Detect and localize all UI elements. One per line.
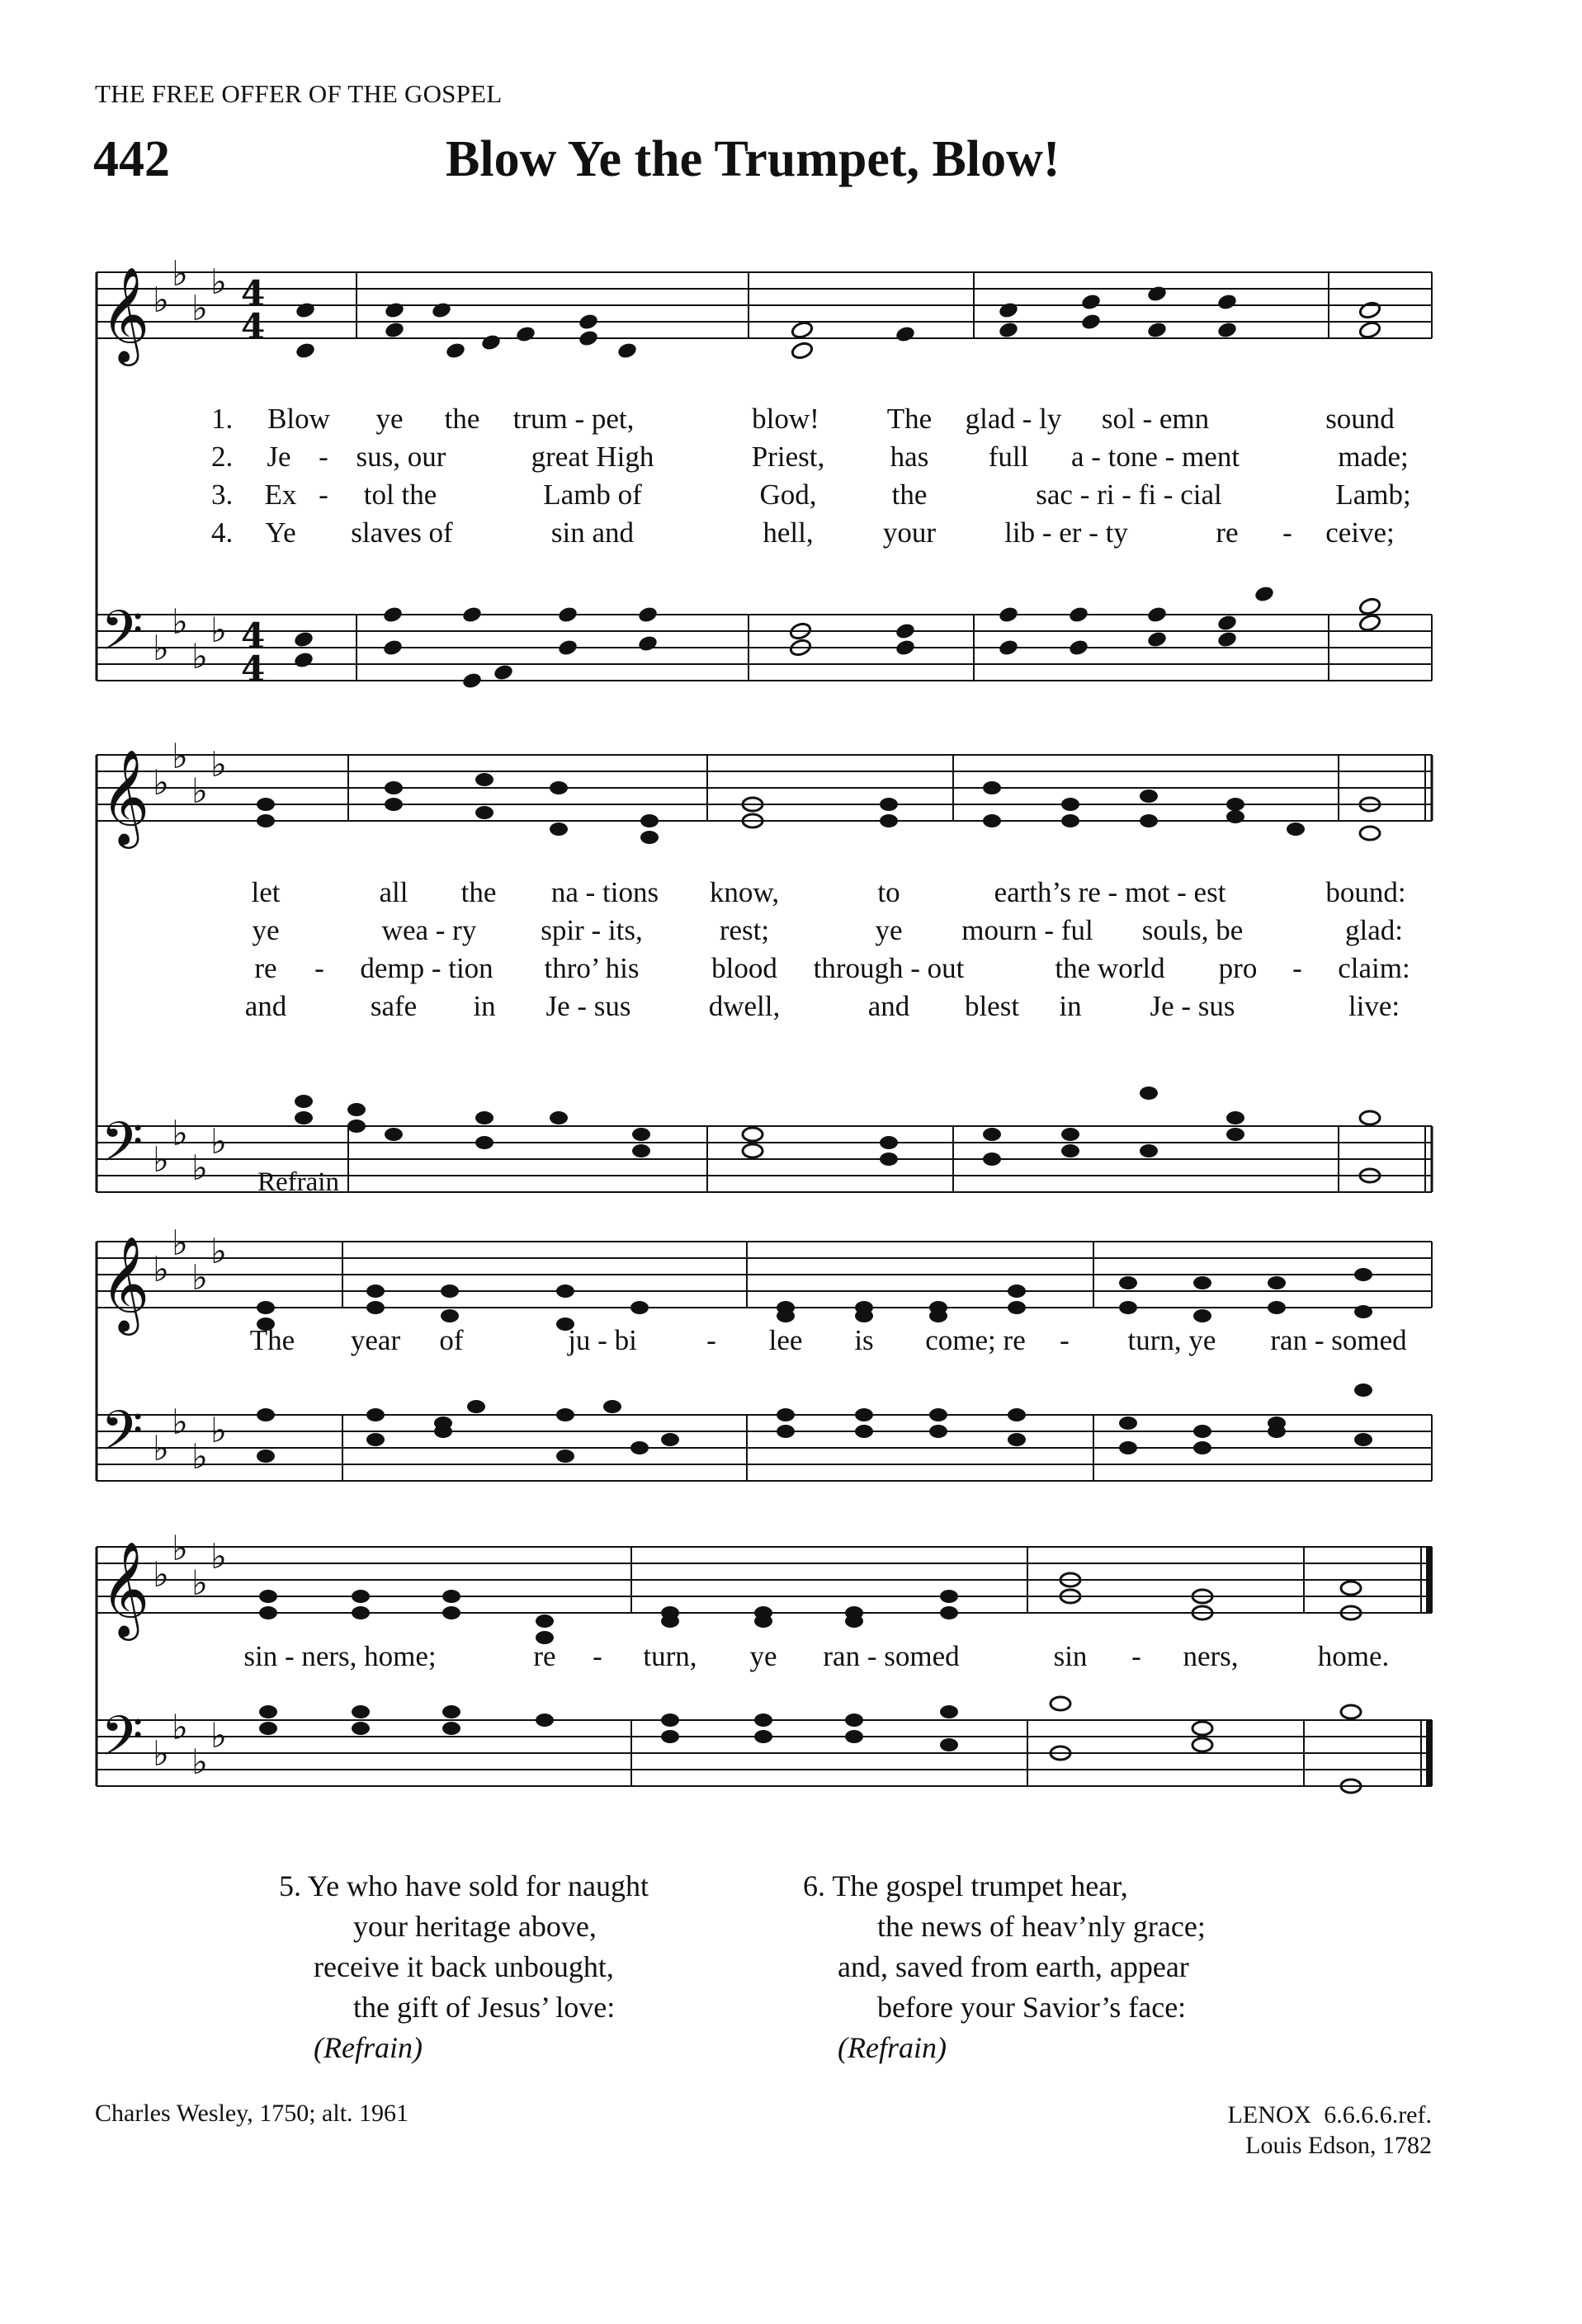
verse-text: Ye who have sold for naught: [307, 1869, 649, 1902]
verse-5-block: [279, 1866, 649, 2068]
lyric: blest: [964, 990, 1020, 1022]
lyric: -: [1131, 1640, 1141, 1672]
verse-number: 4.: [211, 516, 234, 549]
svg-text:♭: ♭: [153, 1249, 169, 1289]
lyric: live:: [1348, 990, 1400, 1022]
lyric: souls, be: [1141, 914, 1244, 946]
lyric: the: [460, 876, 497, 908]
lyric: Priest,: [751, 441, 825, 473]
lyric: sac - ri - fi - cial: [1036, 478, 1222, 511]
lyric: Ex: [264, 478, 297, 511]
lyric: blood: [711, 952, 777, 984]
lyric: Ye: [265, 516, 296, 549]
lyric: through - out: [813, 952, 965, 984]
bass-clef-icon: 𝄢: [101, 1704, 144, 1781]
lyric: ju - bi: [568, 1324, 637, 1356]
lyric: -: [319, 478, 328, 511]
lyric: na - tions: [550, 876, 659, 908]
svg-text:♭: ♭: [191, 771, 208, 811]
svg-text:♭: ♭: [172, 1113, 188, 1153]
bass-clef-icon: 𝄢: [101, 1110, 144, 1187]
treble-clef-icon: 𝄞: [101, 748, 150, 845]
svg-text:4: 4: [241, 648, 266, 689]
svg-text:♭: ♭: [191, 1436, 208, 1477]
lyric: safe: [370, 990, 418, 1022]
verse-6-refrain: (Refrain): [838, 2031, 947, 2064]
svg-text:♭: ♭: [210, 744, 227, 785]
lyric: turn,: [643, 1640, 697, 1672]
lyric: -: [1282, 516, 1292, 549]
lyric: ners,: [1183, 1640, 1239, 1672]
verse-number: 6.: [803, 1869, 825, 1902]
lyric: the world: [1055, 952, 1165, 984]
hymn-number: 442: [93, 131, 170, 187]
lyric: claim:: [1338, 952, 1410, 984]
lyric: home.: [1317, 1640, 1390, 1672]
verse-number: 2.: [211, 441, 234, 473]
lyric: Lamb;: [1335, 478, 1411, 511]
lyric: -: [593, 1640, 602, 1672]
lyric: Je: [267, 441, 291, 473]
lyric: Je - sus: [1150, 990, 1235, 1022]
svg-text:♭: ♭: [153, 628, 169, 668]
svg-text:♭: ♭: [153, 1733, 169, 1774]
lyric: of: [439, 1324, 464, 1356]
treble-clef-icon: 𝄞: [101, 266, 150, 362]
lyric: great High: [531, 441, 654, 473]
lyric: re: [1216, 516, 1239, 549]
lyric: lib - er - ty: [1004, 516, 1128, 549]
svg-text:4: 4: [241, 615, 266, 656]
lyric: ran - somed: [1270, 1324, 1407, 1356]
lyric: blow!: [752, 403, 819, 435]
lyric: a - tone - ment: [1070, 441, 1240, 473]
lyric: sin and: [550, 516, 635, 549]
bass-clef-icon: 𝄢: [101, 1399, 144, 1476]
lyric: has: [890, 441, 929, 473]
lyric: thro’ his: [544, 952, 640, 984]
treble-clef-icon: 𝄞: [101, 1540, 150, 1637]
lyric: dwell,: [708, 990, 781, 1022]
lyric: ye: [749, 1640, 777, 1672]
lyric: The: [886, 403, 933, 435]
verse-6-block: [803, 1866, 1206, 2068]
final-barline-icon: [1426, 1547, 1433, 1786]
svg-text:♭: ♭: [191, 1742, 208, 1782]
lyric: all: [379, 876, 408, 908]
lyric: let: [251, 876, 281, 908]
svg-text:♭: ♭: [172, 1528, 188, 1568]
svg-text:♭: ♭: [172, 1707, 188, 1747]
lyric: the: [444, 403, 480, 435]
lyric: sus, our: [356, 441, 446, 473]
lyric: ye: [875, 914, 903, 946]
verse-text: The gospel trumpet hear,: [832, 1869, 1128, 1902]
lyric: sound: [1325, 403, 1395, 435]
svg-text:♭: ♭: [172, 253, 188, 294]
lyric: -: [1060, 1324, 1070, 1356]
verse-5-line-1: [279, 1866, 649, 1907]
lyric: made;: [1338, 441, 1409, 473]
lyric: -: [1292, 952, 1302, 984]
svg-text:♭: ♭: [210, 1121, 227, 1162]
lyric: and: [244, 990, 287, 1022]
svg-text:4: 4: [241, 306, 266, 346]
verse-number: 3.: [211, 478, 234, 511]
bass-clef-icon: 𝄢: [101, 599, 144, 676]
lyric: ceive;: [1325, 516, 1395, 549]
lyric: slaves of: [351, 516, 453, 549]
svg-text:♭: ♭: [172, 601, 188, 642]
lyric: sin - ners, home;: [243, 1640, 437, 1672]
lyric: spir - its,: [541, 914, 643, 946]
svg-text:♭: ♭: [210, 1715, 227, 1756]
svg-text:♭: ♭: [210, 262, 227, 302]
svg-text:♭: ♭: [172, 736, 188, 776]
svg-text:4: 4: [241, 273, 266, 313]
lyric: ran - somed: [823, 1640, 960, 1672]
svg-text:♭: ♭: [210, 1410, 227, 1450]
lyric: Je - sus: [545, 990, 631, 1022]
lyric: glad - ly: [965, 403, 1062, 435]
lyric: turn, ye: [1127, 1324, 1216, 1356]
svg-text:♭: ♭: [172, 1223, 188, 1263]
lyric: glad:: [1345, 914, 1403, 946]
verse-5-line-2: your heritage above,: [353, 1910, 597, 1943]
svg-text:♭: ♭: [210, 610, 227, 650]
verse-number: 1.: [211, 403, 234, 435]
lyric: re: [254, 952, 277, 984]
lyric: come; re: [925, 1324, 1026, 1356]
lyric: The: [249, 1324, 295, 1356]
lyric: demp - tion: [360, 952, 493, 984]
lyric: -: [319, 441, 328, 473]
svg-text:♭: ♭: [191, 1148, 208, 1188]
svg-text:♭: ♭: [191, 636, 208, 676]
tune-credit: [1228, 2100, 1432, 2161]
lyric: Blow: [267, 403, 330, 435]
svg-text:♭: ♭: [210, 1536, 227, 1577]
lyric: -: [314, 952, 324, 984]
svg-text:♭: ♭: [172, 1402, 188, 1442]
svg-text:♭: ♭: [210, 1231, 227, 1271]
lyric: sol - emn: [1101, 403, 1210, 435]
hymn-title: Blow Ye the Trumpet, Blow!: [446, 131, 1060, 187]
svg-text:♭: ♭: [191, 1563, 208, 1603]
svg-text:♭: ♭: [191, 288, 208, 328]
svg-text:♭: ♭: [191, 1257, 208, 1298]
lyric: earth’s re - mot - est: [994, 876, 1226, 908]
lyric: trum - pet,: [512, 403, 635, 435]
lyric: bound:: [1325, 876, 1406, 908]
lyric: full: [988, 441, 1029, 473]
lyric: the: [891, 478, 928, 511]
refrain-label: Refrain: [257, 1167, 339, 1197]
lyric: in: [1059, 990, 1082, 1022]
verse-5-refrain: (Refrain): [314, 2031, 423, 2064]
verse-6-line-1: [803, 1866, 1206, 1907]
lyric: tol the: [363, 478, 437, 511]
verse-5-line-4: the gift of Jesus’ love:: [353, 1991, 616, 2024]
lyric: in: [473, 990, 496, 1022]
svg-text:♭: ♭: [153, 1554, 169, 1595]
tune-name: LENOX 6.6.6.6.ref.: [1227, 2101, 1432, 2128]
lyric: ye: [375, 403, 404, 435]
lyric: your: [882, 516, 937, 549]
svg-text:♭: ♭: [153, 1139, 169, 1180]
lyric: hell,: [763, 516, 814, 549]
svg-text:♭: ♭: [153, 762, 169, 803]
text-credit: Charles Wesley, 1750; alt. 1961: [95, 2100, 409, 2127]
svg-text:♭: ♭: [153, 280, 169, 320]
lyric: -: [706, 1324, 716, 1356]
lyric: year: [350, 1324, 401, 1356]
lyric: rest;: [719, 914, 770, 946]
lyric: is: [854, 1324, 874, 1356]
lyric: sin: [1053, 1640, 1088, 1672]
verse-6-line-3: and, saved from earth, appear: [838, 1950, 1189, 1983]
lyric: re: [533, 1640, 556, 1672]
section-header: THE FREE OFFER OF THE GOSPEL: [95, 79, 503, 108]
music-credit: Louis Edson, 1782: [1245, 2132, 1432, 2159]
lyric: know,: [709, 876, 780, 908]
lyric: Lamb of: [543, 478, 642, 511]
verse-number: 5.: [279, 1869, 301, 1902]
key-signature-flats-icon: [153, 1528, 227, 1782]
verse-6-line-2: the news of heav’nly grace;: [877, 1910, 1206, 1943]
lyric: pro: [1218, 952, 1258, 984]
lyric: mourn - ful: [961, 914, 1093, 946]
lyric: to: [877, 876, 900, 908]
lyric: God,: [759, 478, 817, 511]
lyric: ye: [252, 914, 280, 946]
lyric: wea - ry: [381, 914, 477, 946]
treble-clef-icon: 𝄞: [101, 1235, 150, 1332]
lyric: and: [867, 990, 910, 1022]
lyric: lee: [768, 1324, 803, 1356]
verse-6-line-4: before your Savior’s face:: [877, 1991, 1187, 2024]
svg-text:♭: ♭: [153, 1428, 169, 1468]
verse-5-line-3: receive it back unbought,: [314, 1950, 614, 1983]
